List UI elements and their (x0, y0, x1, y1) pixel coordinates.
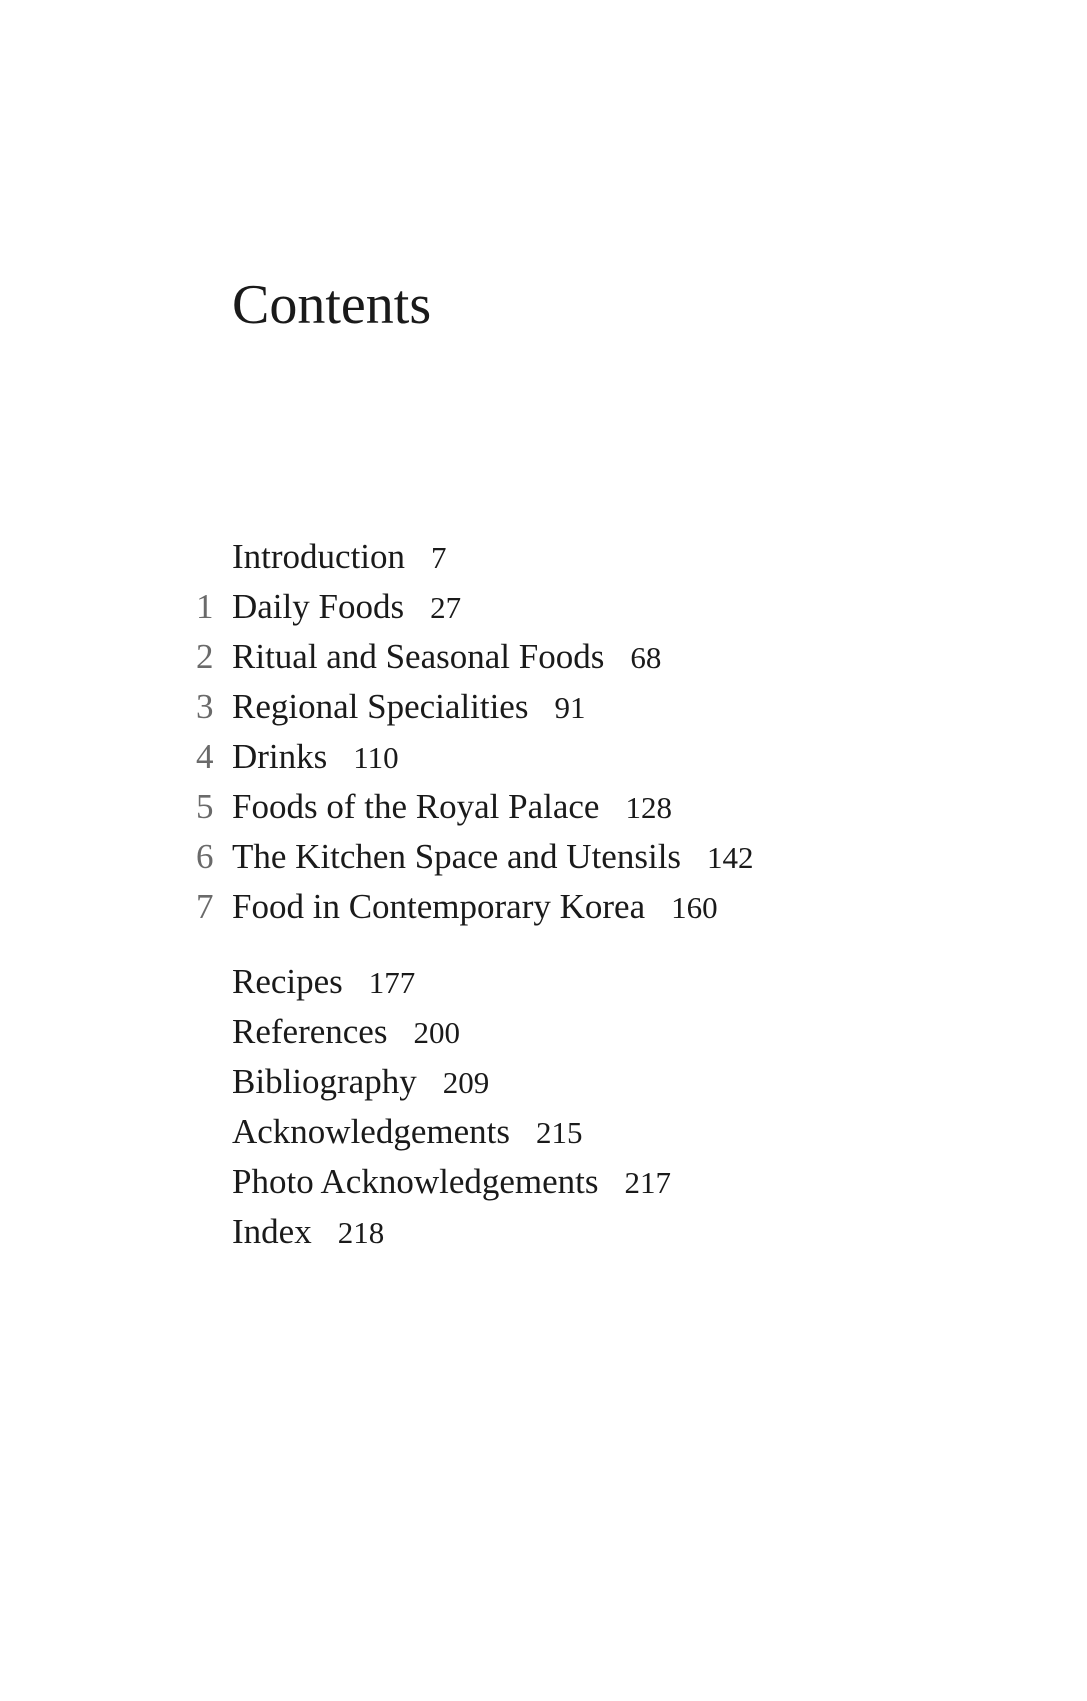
page-number: 160 (671, 890, 718, 925)
toc-entry[interactable] (0, 782, 1087, 832)
entry-title: Drinks (232, 737, 328, 776)
page-number: 7 (431, 540, 447, 575)
entry-title: Index (232, 1212, 312, 1251)
chapter-number: 4 (196, 737, 214, 776)
chapter-number: 6 (196, 837, 214, 876)
toc-entry[interactable] (0, 532, 1087, 582)
page-number: 215 (535, 1115, 583, 1150)
entry-title: Recipes (232, 962, 343, 1001)
entry-title: Photo Acknowledgements (232, 1162, 599, 1201)
toc-entry[interactable] (0, 582, 1087, 632)
toc-entry[interactable] (0, 1157, 1087, 1207)
page-number: 110 (353, 740, 399, 775)
page-number: 142 (707, 840, 754, 875)
chapter-number: 3 (196, 687, 214, 726)
entry-title: Acknowledgements (232, 1112, 510, 1151)
entry-title: References (232, 1012, 388, 1051)
toc-entry[interactable] (0, 682, 1087, 732)
toc-entry[interactable] (0, 1207, 1087, 1257)
entry-title: Daily Foods (232, 587, 405, 626)
page-number: 27 (430, 590, 462, 625)
toc-entry[interactable] (0, 832, 1087, 882)
toc-entry[interactable] (0, 732, 1087, 782)
entry-title: Foods of the Royal Palace (232, 787, 600, 826)
toc-entry[interactable] (0, 632, 1087, 682)
entry-title: Introduction (232, 537, 406, 576)
page-number: 218 (337, 1215, 385, 1250)
chapter-number: 7 (196, 887, 214, 926)
entry-title: Bibliography (232, 1062, 417, 1101)
entry-title: Food in Contemporary Korea (232, 887, 646, 926)
chapter-number: 5 (196, 787, 214, 826)
toc-entry[interactable] (0, 1107, 1087, 1157)
chapter-number: 1 (196, 587, 214, 626)
toc-entry[interactable] (0, 882, 1087, 932)
entry-title: Regional Specialities (232, 687, 529, 726)
page-title: Contents (232, 274, 432, 336)
page-number: 209 (442, 1065, 490, 1100)
page-number: 200 (413, 1015, 460, 1050)
page-number: 177 (368, 965, 416, 1000)
toc-entry[interactable] (0, 1057, 1087, 1107)
page-number: 128 (625, 790, 672, 825)
entry-title: Ritual and Seasonal Foods (232, 637, 605, 676)
toc-entry[interactable] (0, 957, 1087, 1007)
page-number: 68 (630, 640, 662, 675)
toc-entry[interactable] (0, 1007, 1087, 1057)
page-number: 217 (624, 1165, 671, 1200)
chapter-number: 2 (196, 637, 214, 676)
entry-title: The Kitchen Space and Utensils (232, 837, 682, 876)
page-number: 91 (554, 690, 586, 725)
